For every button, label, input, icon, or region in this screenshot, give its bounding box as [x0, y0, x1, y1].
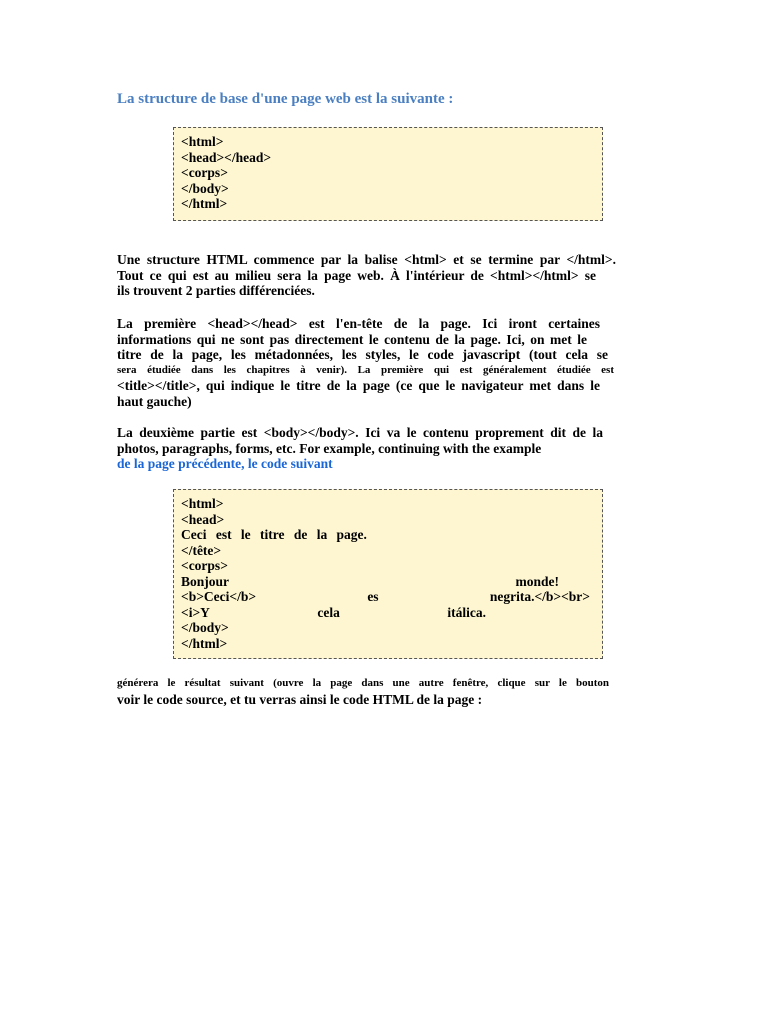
- paragraph-line: titre de la page, les métadonnées, les styles, le code javascript (tout cela se: [117, 347, 608, 363]
- code-word: <i>Y: [181, 604, 210, 620]
- paragraph-body-section: [117, 425, 603, 472]
- paragraph-line: sera étudiée dans les chapitres à venir). La première qui est généralement étudiée est: [117, 363, 614, 376]
- code-word: est: [215, 527, 232, 542]
- code-word: titre: [260, 527, 285, 542]
- code-word: negrita.</b><br>: [489, 589, 590, 604]
- paragraph-line: La deuxième partie est <body></body>. Ici va le contenu proprement dit de la: [117, 425, 603, 440]
- code-line: <html>: [181, 496, 224, 511]
- code-word: le: [240, 527, 251, 542]
- code-line: [181, 605, 486, 621]
- paragraph-line: Tout ce qui est au milieu sera la page web. À l'intérieur de <html></html> se: [117, 267, 596, 283]
- paragraph-line: <title></title>, qui indique le titre de la page (ce que le navigateur met dans le: [117, 378, 600, 394]
- code-line: [181, 589, 590, 605]
- code-line: [181, 527, 367, 543]
- paragraph-result: [117, 676, 609, 707]
- code-line: </tête>: [181, 542, 222, 558]
- paragraph-line: ils trouvent 2 parties différenciées.: [117, 283, 315, 299]
- paragraph-line: Une structure HTML commence par la balise <html> et se termine par </html>.: [117, 252, 616, 267]
- section-heading: La structure de base d'une page web est la suivante :: [117, 91, 454, 107]
- code-line: <head></head>: [181, 149, 272, 165]
- code-word: monde!: [515, 573, 559, 589]
- paragraph-structure-intro: [117, 252, 616, 299]
- paragraph-line: informations qui ne sont pas directement le contenu de la page. Ici, on met le: [117, 331, 587, 347]
- example-link-text[interactable]: de la page précédente, le code suivant: [117, 456, 333, 472]
- code-box-basic-structure: [173, 127, 603, 221]
- code-box-example: [173, 489, 603, 659]
- code-word: la: [316, 527, 328, 542]
- code-word: itálica.: [447, 604, 486, 620]
- code-word: Ceci: [181, 527, 207, 542]
- code-word: page.: [336, 527, 367, 542]
- code-word: Bonjour: [181, 573, 230, 589]
- paragraph-line: voir le code source, et tu verras ainsi le code HTML de la page :: [117, 691, 483, 707]
- code-line: <corps>: [181, 558, 228, 573]
- code-line: </body>: [181, 180, 229, 196]
- paragraph-head-section: [117, 316, 614, 410]
- code-word: <b>Ceci</b>: [181, 589, 257, 604]
- code-line: [181, 574, 559, 590]
- code-line: <corps>: [181, 165, 228, 180]
- code-word: de: [293, 527, 308, 542]
- paragraph-line: photos, paragraphs, forms, etc. For example, continuing with the example: [117, 440, 542, 456]
- paragraph-line: La première <head></head> est l'en-tête de la page. Ici iront certaines: [117, 316, 600, 331]
- code-line: </body>: [181, 620, 229, 635]
- code-line: <head>: [181, 511, 225, 527]
- code-line: </html>: [181, 635, 228, 651]
- paragraph-line: générera le résultat suivant (ouvre la page dans une autre fenêtre, clique sur le bouton: [117, 677, 609, 689]
- code-line: </html>: [181, 196, 228, 211]
- code-word: es: [367, 589, 379, 604]
- paragraph-line: haut gauche): [117, 393, 192, 409]
- code-word: cela: [317, 604, 340, 620]
- code-line: <html>: [181, 134, 224, 149]
